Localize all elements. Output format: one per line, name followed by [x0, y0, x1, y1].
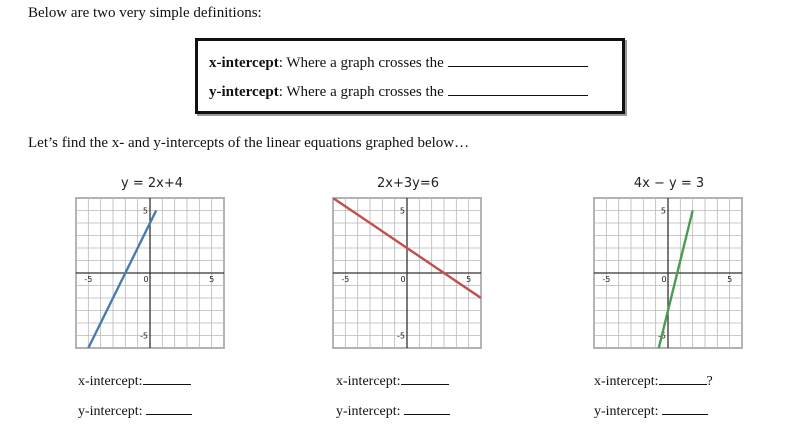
definition-blank[interactable]: [448, 54, 588, 67]
tick-label-x-min: -5: [341, 275, 350, 284]
equation-title: 4x − y = 3: [633, 176, 705, 191]
definition-term: y-intercept: [209, 84, 279, 100]
definitions-box: [195, 38, 625, 114]
y-intercept-answer: [78, 402, 192, 420]
graph-panel: [331, 196, 483, 350]
tick-label-x-min: -5: [84, 275, 93, 284]
definition-text: : Where a graph crosses the: [278, 55, 444, 71]
tick-label-x-max: 5: [466, 275, 472, 284]
answer-label: x-intercept:: [336, 374, 401, 389]
prompt-text: Let’s find the x- and y-intercepts of the linear equations graphed below…: [28, 135, 470, 151]
answer-label: x-intercept:: [594, 374, 659, 389]
answer-label: y-intercept:: [594, 404, 659, 419]
coordinate-grid: [592, 196, 744, 350]
answer-blank[interactable]: [401, 372, 449, 385]
tick-label-y-max: 5: [142, 206, 148, 216]
tick-label-origin: 0: [400, 275, 406, 284]
equation-title: 2x+3y=6: [377, 176, 439, 191]
tick-label-y-max: 5: [660, 206, 666, 216]
answer-label: x-intercept:: [78, 374, 143, 389]
answer-label: y-intercept:: [336, 404, 401, 419]
graph-panel: [74, 196, 226, 350]
answer-blank[interactable]: [662, 402, 708, 415]
intro-text: Below are two very simple definitions:: [28, 5, 262, 21]
definition-x-intercept: [209, 54, 588, 72]
tick-label-y-min: -5: [397, 331, 405, 341]
question-mark: ?: [706, 374, 713, 389]
tick-label-x-min: -5: [602, 275, 611, 284]
coordinate-grid: [331, 196, 483, 350]
answer-blank[interactable]: [146, 402, 192, 415]
definition-term: x-intercept: [209, 55, 279, 71]
definition-text: : Where a graph crosses the: [278, 84, 444, 100]
y-intercept-answer: [594, 402, 708, 420]
tick-label-y-min: -5: [140, 331, 148, 341]
definition-y-intercept: [209, 83, 588, 101]
x-intercept-answer: [78, 372, 191, 390]
equation-title: y = 2x+4: [121, 176, 183, 191]
answer-blank[interactable]: [143, 372, 191, 385]
tick-label-x-max: 5: [209, 275, 215, 284]
answer-blank[interactable]: [404, 402, 450, 415]
answer-blank[interactable]: [659, 372, 707, 385]
tick-label-x-max: 5: [727, 275, 733, 284]
answer-label: y-intercept:: [78, 404, 143, 419]
x-intercept-answer: [594, 372, 713, 390]
graph-panel: [592, 196, 744, 350]
coordinate-grid: [74, 196, 226, 350]
tick-label-origin: 0: [661, 275, 667, 284]
tick-label-y-min: -5: [658, 331, 666, 341]
tick-label-y-max: 5: [399, 206, 405, 216]
x-intercept-answer: [336, 372, 449, 390]
y-intercept-answer: [336, 402, 450, 420]
tick-label-origin: 0: [143, 275, 149, 284]
definition-blank[interactable]: [448, 83, 588, 96]
